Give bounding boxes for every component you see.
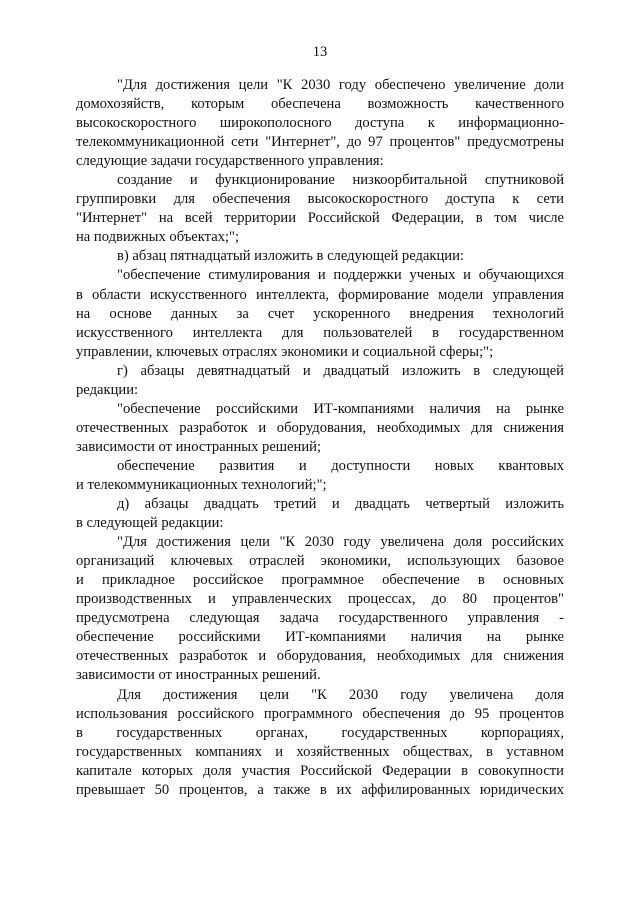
text-line: производственных и управленческих процессах, до 80 процентов" [76,591,564,608]
text-line: следующие задачи государственного управления: [76,153,384,170]
text-line: искусственного интеллекта для пользователей в государственном [76,324,564,341]
text-line: телекоммуникационной сети "Интернет", до 97 процентов" предусмотрены [76,134,564,151]
text-line: редакции: [76,381,139,398]
text-line: "обеспечение российскими ИТ-компаниями наличия на рынке [117,400,564,417]
text-line: "Для достижения цели "К 2030 году обеспечено увеличение доли [117,77,564,93]
text-line: и телекоммуникационных технологий;"; [76,476,327,493]
text-line: создание и функционирование низкоорбитальной спутниковой [117,172,564,189]
text-line: на основе данных за счет ускоренного внедрения технологий [76,305,564,322]
text-line: в) абзац пятнадцатый изложить в следующей редакции: [117,248,464,265]
text-line: организаций ключевых отраслей экономики, использующих базовое [76,553,564,570]
text-line: управлении, ключевых отраслях экономики и социальной сферы;"; [76,343,494,360]
text-line: "Для достижения цели "К 2030 году увеличена доля российских [117,534,564,551]
body-text [76,76,564,800]
page-number: 13 [312,44,328,60]
text-line: обеспечение российскими ИТ-компаниями наличия на рынке [76,629,564,646]
text-line: капитале которых доля участия Российской Федерации в совокупности [76,762,564,779]
text-line: отечественных разработок и оборудования, необходимых для снижения [76,648,564,665]
text-line: государственных компаниях и хозяйственных обществах, в уставном [76,743,564,760]
text-line: обеспечение развития и доступности новых квантовых [117,457,564,474]
text-line: и прикладное российское программное обеспечение в основных [76,572,564,589]
text-line: Для достижения цели "К 2030 году увеличена доля [117,686,564,703]
text-line: отечественных разработок и оборудования, необходимых для снижения [76,419,564,436]
text-line: "Интернет" на всей территории Российской Федерации, в том числе [76,210,564,227]
text-line: домохозяйств, которым обеспечена возможность качественного [76,96,564,113]
text-line: группировки для обеспечения высокоскоростного доступа к сети [76,191,564,208]
text-line: зависимости от иностранных решений. [76,667,321,684]
text-line: зависимости от иностранных решений; [76,438,322,455]
text-line: "обеспечение стимулирования и поддержки ученых и обучающихся [117,267,564,284]
text-line: использования российского программного обеспечения до 95 процентов [76,705,564,722]
text-line: предусмотрена следующая задача государственного управления - [76,610,564,627]
text-line: г) абзацы девятнадцатый и двадцатый изложить в следующей [117,362,564,379]
text-line: д) абзацы двадцать третий и двадцать четвертый изложить [117,496,564,513]
text-line: в следующей редакции: [76,515,224,532]
text-line: на подвижных объектах;"; [76,229,240,246]
text-line: в области искусственного интеллекта, формирование модели управления [76,286,564,303]
text-line: высокоскоростного широкополосного доступа к информационно- [76,115,564,132]
text-line: в государственных органах, государственных корпорациях, [76,724,564,741]
text-line: превышает 50 процентов, а также в их аффилированных юридических [76,781,564,798]
